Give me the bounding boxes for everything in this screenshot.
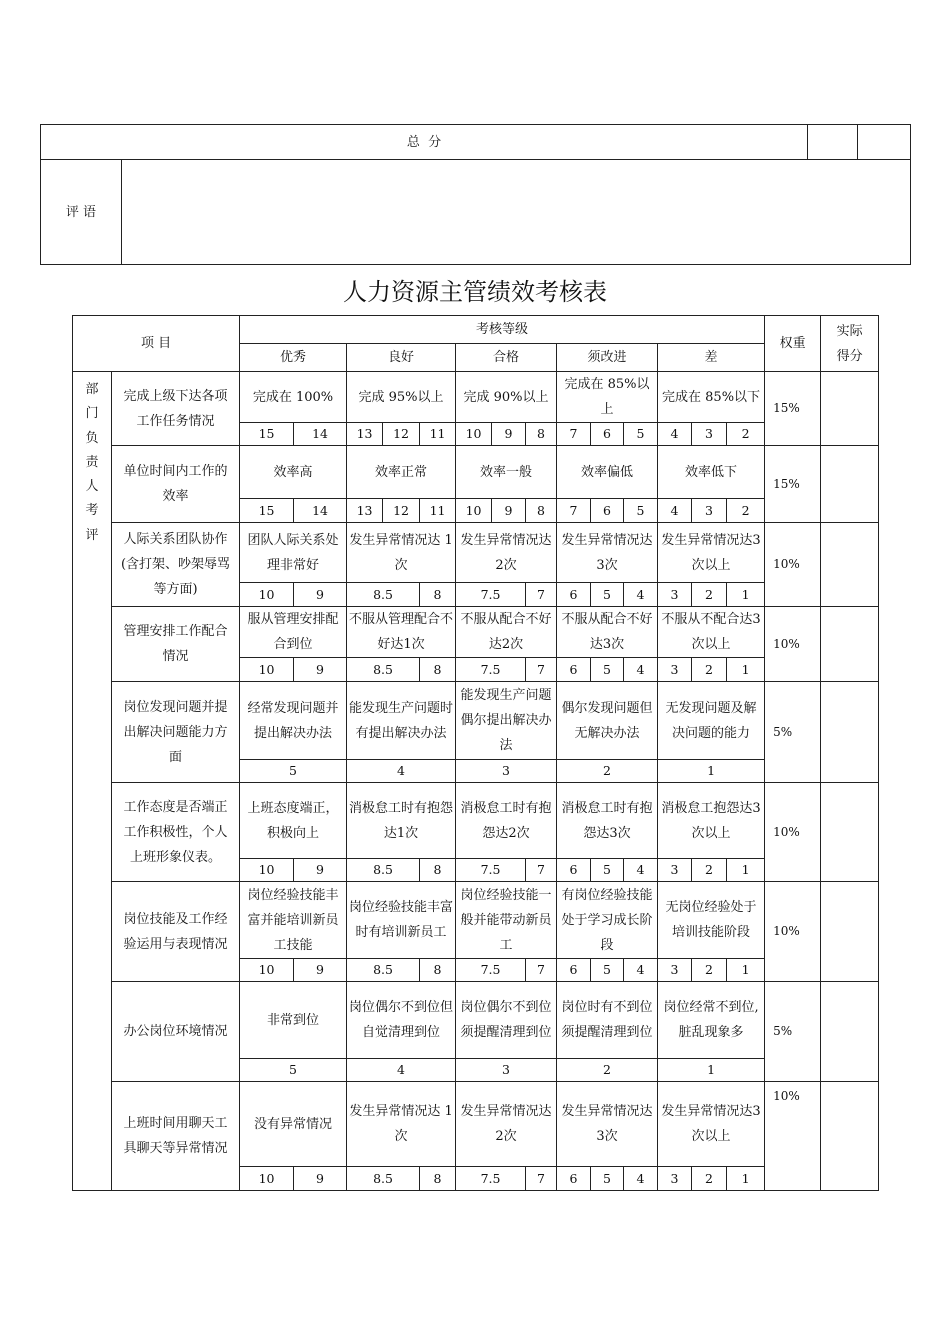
- score-option: 3: [658, 1167, 692, 1191]
- grade-desc-pass: 岗位经验技能一般并能带动新员工: [456, 882, 557, 959]
- score-option: 7.5: [456, 583, 526, 607]
- grade-desc-poor: 无岗位经验处于培训技能阶段: [658, 882, 765, 959]
- score-option: 2: [692, 1167, 727, 1191]
- score-option: 2: [727, 499, 765, 523]
- page-title: 人力资源主管绩效考核表: [343, 278, 607, 306]
- grade-desc-pass: 发生异常情况达 2次: [456, 523, 557, 583]
- weight-value: 5%: [765, 982, 821, 1082]
- actual-score-input[interactable]: [821, 1082, 879, 1191]
- grade-desc-improve: 消极怠工时有抱怨达3次: [557, 783, 658, 859]
- header-weight: 权重: [765, 316, 821, 372]
- criterion-row: [73, 982, 879, 1059]
- grade-desc-good: 岗位经验技能丰富时有培训新员工: [347, 882, 456, 959]
- grade-desc-excellent: 非常到位: [240, 982, 347, 1059]
- grade-desc-excellent: 完成在 100%: [240, 372, 347, 423]
- score-option: 10: [456, 499, 492, 523]
- score-option: 6: [557, 859, 591, 882]
- score-option: 5: [591, 859, 624, 882]
- score-option: 3: [658, 959, 692, 982]
- score-option: 1: [727, 959, 765, 982]
- criterion-item-label: 岗位发现问题并提出解决问题能力方面: [112, 682, 240, 783]
- score-option: 3: [658, 658, 692, 682]
- grade-desc-excellent: 经常发现问题并提出解决办法: [240, 682, 347, 760]
- grade-desc-excellent: 团队人际关系处理非常好: [240, 523, 347, 583]
- score-option: 3: [692, 499, 727, 523]
- score-option: 8: [420, 859, 456, 882]
- score-option: 4: [624, 1167, 658, 1191]
- score-option: 5: [591, 1167, 624, 1191]
- grade-desc-good: 消极怠工时有抱怨达1次: [347, 783, 456, 859]
- actual-score-input[interactable]: [821, 372, 879, 446]
- score-option: 3: [456, 1059, 557, 1082]
- grade-desc-improve: 发生异常情况达3次: [557, 1082, 658, 1167]
- score-option: 5: [591, 583, 624, 607]
- header-actual-line1: 实际: [836, 323, 863, 339]
- score-option: 9: [294, 859, 347, 882]
- weight-value: 10%: [765, 783, 821, 882]
- actual-score-input[interactable]: [821, 523, 879, 607]
- weight-value: 10%: [765, 523, 821, 607]
- weight-value: 10%: [765, 1082, 821, 1191]
- grade-desc-good: 发生异常情况达 1次: [347, 1082, 456, 1167]
- score-option: 7: [526, 959, 557, 982]
- score-option: 7: [526, 583, 557, 607]
- score-option: 11: [420, 499, 456, 523]
- score-option: 15: [240, 423, 294, 446]
- comment-label: 评 语: [41, 160, 122, 265]
- grade-desc-poor: 消极怠工抱怨达3次以上: [658, 783, 765, 859]
- score-option: 8: [526, 499, 557, 523]
- score-option: 12: [383, 499, 420, 523]
- score-option: 2: [692, 959, 727, 982]
- score-option: 3: [692, 423, 727, 446]
- score-option: 7.5: [456, 1167, 526, 1191]
- side-label-char: 负: [85, 430, 99, 446]
- grade-desc-poor: 发生异常情况达3次以上: [658, 1082, 765, 1167]
- side-label-char: 责: [85, 454, 99, 470]
- summary-table: [40, 124, 911, 265]
- score-option: 4: [624, 859, 658, 882]
- score-option: 8: [420, 959, 456, 982]
- criterion-row: [73, 523, 879, 583]
- total-score-cell-2[interactable]: [858, 125, 911, 160]
- criterion-row: [73, 682, 879, 760]
- score-option: 6: [557, 959, 591, 982]
- side-label-dept-head: [73, 372, 112, 1191]
- score-option: 12: [383, 423, 420, 446]
- criterion-row: [73, 372, 879, 423]
- grade-desc-pass: 消极怠工时有抱怨达2次: [456, 783, 557, 859]
- grade-desc-excellent: 效率高: [240, 446, 347, 499]
- comment-field[interactable]: [122, 160, 911, 265]
- actual-score-input[interactable]: [821, 607, 879, 682]
- criterion-item-label: 办公岗位环境情况: [112, 982, 240, 1082]
- grade-desc-poor: 不服从不配合达3次以上: [658, 607, 765, 658]
- score-option: 7.5: [456, 959, 526, 982]
- score-option: 10: [240, 859, 294, 882]
- grade-desc-poor: 效率低下: [658, 446, 765, 499]
- score-option: 7.5: [456, 658, 526, 682]
- score-option: 4: [624, 658, 658, 682]
- score-option: 4: [658, 499, 692, 523]
- score-option: 1: [658, 1059, 765, 1082]
- score-option: 2: [692, 859, 727, 882]
- score-option: 10: [240, 658, 294, 682]
- score-option: 2: [557, 760, 658, 783]
- score-option: 3: [658, 583, 692, 607]
- grade-desc-pass: 发生异常情况达 2次: [456, 1082, 557, 1167]
- grade-desc-improve: 偶尔发现问题但无解决办法: [557, 682, 658, 760]
- score-option: 7: [526, 1167, 557, 1191]
- score-option: 8: [420, 1167, 456, 1191]
- score-option: 13: [347, 499, 383, 523]
- score-option: 9: [492, 499, 526, 523]
- weight-value: 15%: [765, 446, 821, 523]
- score-option: 2: [692, 583, 727, 607]
- grade-desc-good: 能发现生产问题时有提出解决办法: [347, 682, 456, 760]
- score-option: 9: [492, 423, 526, 446]
- score-option: 13: [347, 423, 383, 446]
- grade-desc-excellent: 岗位经验技能丰富并能培训新员工技能: [240, 882, 347, 959]
- grade-desc-pass: 完成 90%以上: [456, 372, 557, 423]
- weight-value: 10%: [765, 607, 821, 682]
- score-option: 14: [294, 423, 347, 446]
- score-option: 6: [591, 423, 624, 446]
- score-option: 1: [658, 760, 765, 783]
- grade-desc-good: 发生异常情况达 1次: [347, 523, 456, 583]
- score-option: 8: [420, 583, 456, 607]
- score-option: 6: [557, 658, 591, 682]
- score-option: 10: [240, 959, 294, 982]
- grade-desc-poor: 无发现问题及解决问题的能力: [658, 682, 765, 760]
- score-option: 15: [240, 499, 294, 523]
- grade-desc-pass: 能发现生产问题偶尔提出解决办法: [456, 682, 557, 760]
- criterion-row: [73, 446, 879, 499]
- score-option: 10: [240, 1167, 294, 1191]
- score-option: 8: [526, 423, 557, 446]
- total-score-label: 总 分: [41, 125, 808, 160]
- grade-desc-poor: 完成在 85%以下: [658, 372, 765, 423]
- score-option: 5: [240, 760, 347, 783]
- score-option: 7: [526, 658, 557, 682]
- grade-desc-good: 不服从管理配合不好达1次: [347, 607, 456, 658]
- score-option: 9: [294, 658, 347, 682]
- grade-desc-improve: 不服从配合不好达3次: [557, 607, 658, 658]
- criterion-row: [73, 1082, 879, 1167]
- score-option: 8.5: [347, 1167, 420, 1191]
- score-option: 3: [658, 859, 692, 882]
- grade-desc-pass: 不服从配合不好达2次: [456, 607, 557, 658]
- grade-desc-excellent: 没有异常情况: [240, 1082, 347, 1167]
- score-option: 9: [294, 1167, 347, 1191]
- criterion-item-label: 上班时间用聊天工具聊天等异常情况: [112, 1082, 240, 1191]
- header-item: 项 目: [73, 316, 240, 372]
- grade-desc-improve: 完成在 85%以上: [557, 372, 658, 423]
- actual-score-input[interactable]: [821, 783, 879, 882]
- grade-desc-pass: 效率一般: [456, 446, 557, 499]
- actual-score-input[interactable]: [821, 446, 879, 523]
- grade-desc-pass: 岗位偶尔不到位须提醒清理到位: [456, 982, 557, 1059]
- side-label-char: 人: [85, 479, 99, 495]
- actual-score-input[interactable]: [821, 682, 879, 783]
- score-option: 5: [240, 1059, 347, 1082]
- grade-desc-improve: 效率偏低: [557, 446, 658, 499]
- header-grade-good: 良好: [347, 344, 456, 372]
- grade-desc-poor: 发生异常情况达3次以上: [658, 523, 765, 583]
- header-grade-group: 考核等级: [240, 316, 765, 344]
- score-option: 1: [727, 1167, 765, 1191]
- score-option: 9: [294, 959, 347, 982]
- actual-score-input[interactable]: [821, 982, 879, 1082]
- score-option: 7: [526, 859, 557, 882]
- header-grade-pass: 合格: [456, 344, 557, 372]
- actual-score-input[interactable]: [821, 882, 879, 982]
- appraisal-table: [72, 315, 879, 1191]
- score-option: 5: [624, 423, 658, 446]
- side-label-char: 评: [85, 527, 99, 543]
- score-option: 9: [294, 583, 347, 607]
- grade-desc-improve: 有岗位经验技能处于学习成长阶段: [557, 882, 658, 959]
- score-option: 6: [557, 583, 591, 607]
- header-actual-score: [821, 316, 879, 372]
- score-option: 4: [347, 760, 456, 783]
- score-option: 7: [557, 499, 591, 523]
- header-actual-line2: 得分: [836, 348, 863, 364]
- total-score-cell-1[interactable]: [808, 125, 858, 160]
- grade-desc-improve: 发生异常情况达3次: [557, 523, 658, 583]
- criterion-row: [73, 607, 879, 658]
- score-option: 7.5: [456, 859, 526, 882]
- score-option: 3: [456, 760, 557, 783]
- score-option: 8: [420, 658, 456, 682]
- header-grade-excellent: 优秀: [240, 344, 347, 372]
- grade-desc-improve: 岗位时有不到位须提醒清理到位: [557, 982, 658, 1059]
- score-option: 14: [294, 499, 347, 523]
- grade-desc-good: 岗位偶尔不到位但自觉清理到位: [347, 982, 456, 1059]
- grade-desc-good: 效率正常: [347, 446, 456, 499]
- grade-desc-excellent: 上班态度端正，积极向上: [240, 783, 347, 859]
- score-option: 2: [692, 658, 727, 682]
- criterion-item-label: 完成上级下达各项工作任务情况: [112, 372, 240, 446]
- score-option: 8.5: [347, 859, 420, 882]
- grade-desc-poor: 岗位经常不到位,脏乱现象多: [658, 982, 765, 1059]
- weight-value: 5%: [765, 682, 821, 783]
- criterion-item-label: 管理安排工作配合情况: [112, 607, 240, 682]
- score-option: 8.5: [347, 959, 420, 982]
- side-label-char: 部: [85, 382, 99, 397]
- weight-value: 15%: [765, 372, 821, 446]
- score-option: 10: [240, 583, 294, 607]
- header-grade-poor: 差: [658, 344, 765, 372]
- criterion-item-label: 岗位技能及工作经验运用与表现情况: [112, 882, 240, 982]
- score-option: 5: [591, 658, 624, 682]
- score-option: 4: [658, 423, 692, 446]
- criterion-row: [73, 783, 879, 859]
- score-option: 2: [727, 423, 765, 446]
- score-option: 1: [727, 583, 765, 607]
- score-option: 10: [456, 423, 492, 446]
- score-option: 2: [557, 1059, 658, 1082]
- grade-desc-good: 完成 95%以上: [347, 372, 456, 423]
- criterion-item-label: 人际关系团队协作(含打架、吵架辱骂等方面): [112, 523, 240, 607]
- side-label-char: 考: [85, 503, 99, 519]
- score-option: 6: [557, 1167, 591, 1191]
- score-option: 7: [557, 423, 591, 446]
- score-option: 5: [624, 499, 658, 523]
- criterion-item-label: 单位时间内工作的效率: [112, 446, 240, 523]
- weight-value: 10%: [765, 882, 821, 982]
- header-grade-improve: 须改进: [557, 344, 658, 372]
- score-option: 1: [727, 658, 765, 682]
- score-option: 4: [624, 583, 658, 607]
- score-option: 6: [591, 499, 624, 523]
- score-option: 4: [347, 1059, 456, 1082]
- score-option: 11: [420, 423, 456, 446]
- score-option: 4: [624, 959, 658, 982]
- side-label-char: 门: [85, 406, 99, 422]
- criterion-item-label: 工作态度是否端正工作积极性，个人上班形象仪表。: [112, 783, 240, 882]
- score-option: 5: [591, 959, 624, 982]
- grade-desc-excellent: 服从管理安排配合到位: [240, 607, 347, 658]
- score-option: 8.5: [347, 583, 420, 607]
- score-option: 8.5: [347, 658, 420, 682]
- score-option: 1: [727, 859, 765, 882]
- criterion-row: [73, 882, 879, 959]
